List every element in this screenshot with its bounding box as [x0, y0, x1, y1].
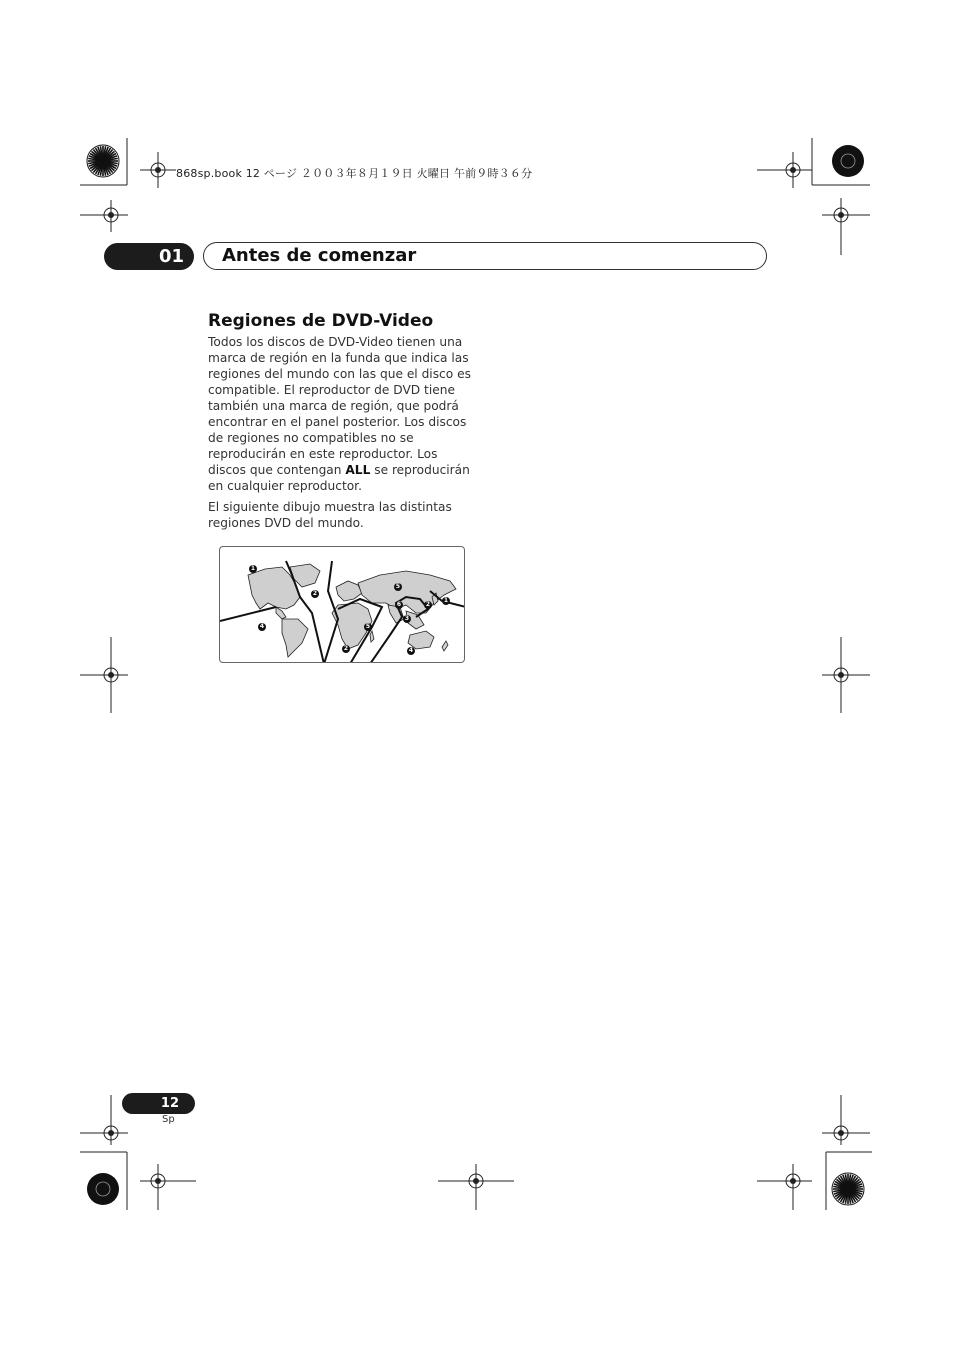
region-number-marker: 5 [365, 623, 371, 630]
region-number-marker: 3 [404, 615, 410, 622]
region-number-marker: 2 [343, 645, 349, 652]
region-number-marker: 1 [443, 597, 449, 604]
region-number-marker: 2 [312, 590, 318, 597]
border-na-sa [220, 607, 276, 621]
region-paragraph [208, 334, 476, 494]
book-file-header: 868sp.book 12 ページ ２００３年８月１９日 火曜日 午前９時３６分 [176, 167, 533, 180]
border-atlantic [324, 561, 338, 663]
paragraph-text-end: se reproducirán en cualquier reproductor. [208, 463, 470, 493]
region-number-marker: 4 [259, 623, 265, 630]
section-title: Regiones de DVD-Video [208, 311, 434, 331]
region-number-marker: 6 [396, 601, 402, 608]
region-number-marker: 4 [408, 647, 414, 654]
all-keyword: ALL [345, 463, 371, 477]
region-number-marker: 1 [250, 565, 256, 572]
language-code: Sp [162, 1114, 175, 1125]
south-america-shape [282, 619, 308, 657]
new-zealand-shape [442, 641, 448, 651]
paragraph-text: Todos los discos de DVD-Video tienen una marca de región en la funda que indica las regiones del mundo con las que el disco es compatible. El reproductor de DVD tiene también una marca de región, que podrá encontrar en el panel posterior. Los discos de regiones no compatibles no se reproducirán en este reproductor. Los discos que contengan [208, 335, 471, 477]
region-number-marker: 5 [395, 583, 401, 590]
region-number-marker: 2 [425, 601, 431, 608]
chapter-number-badge: 01 [104, 243, 194, 270]
dvd-region-world-map [219, 546, 465, 663]
chapter-title: Antes de comenzar [222, 245, 417, 266]
asia-shape [358, 571, 456, 613]
page-number-badge: 12 [122, 1093, 195, 1114]
madagascar-shape [370, 631, 374, 642]
map-intro-paragraph: El siguiente dibujo muestra las distintas regiones DVD del mundo. [208, 500, 452, 530]
